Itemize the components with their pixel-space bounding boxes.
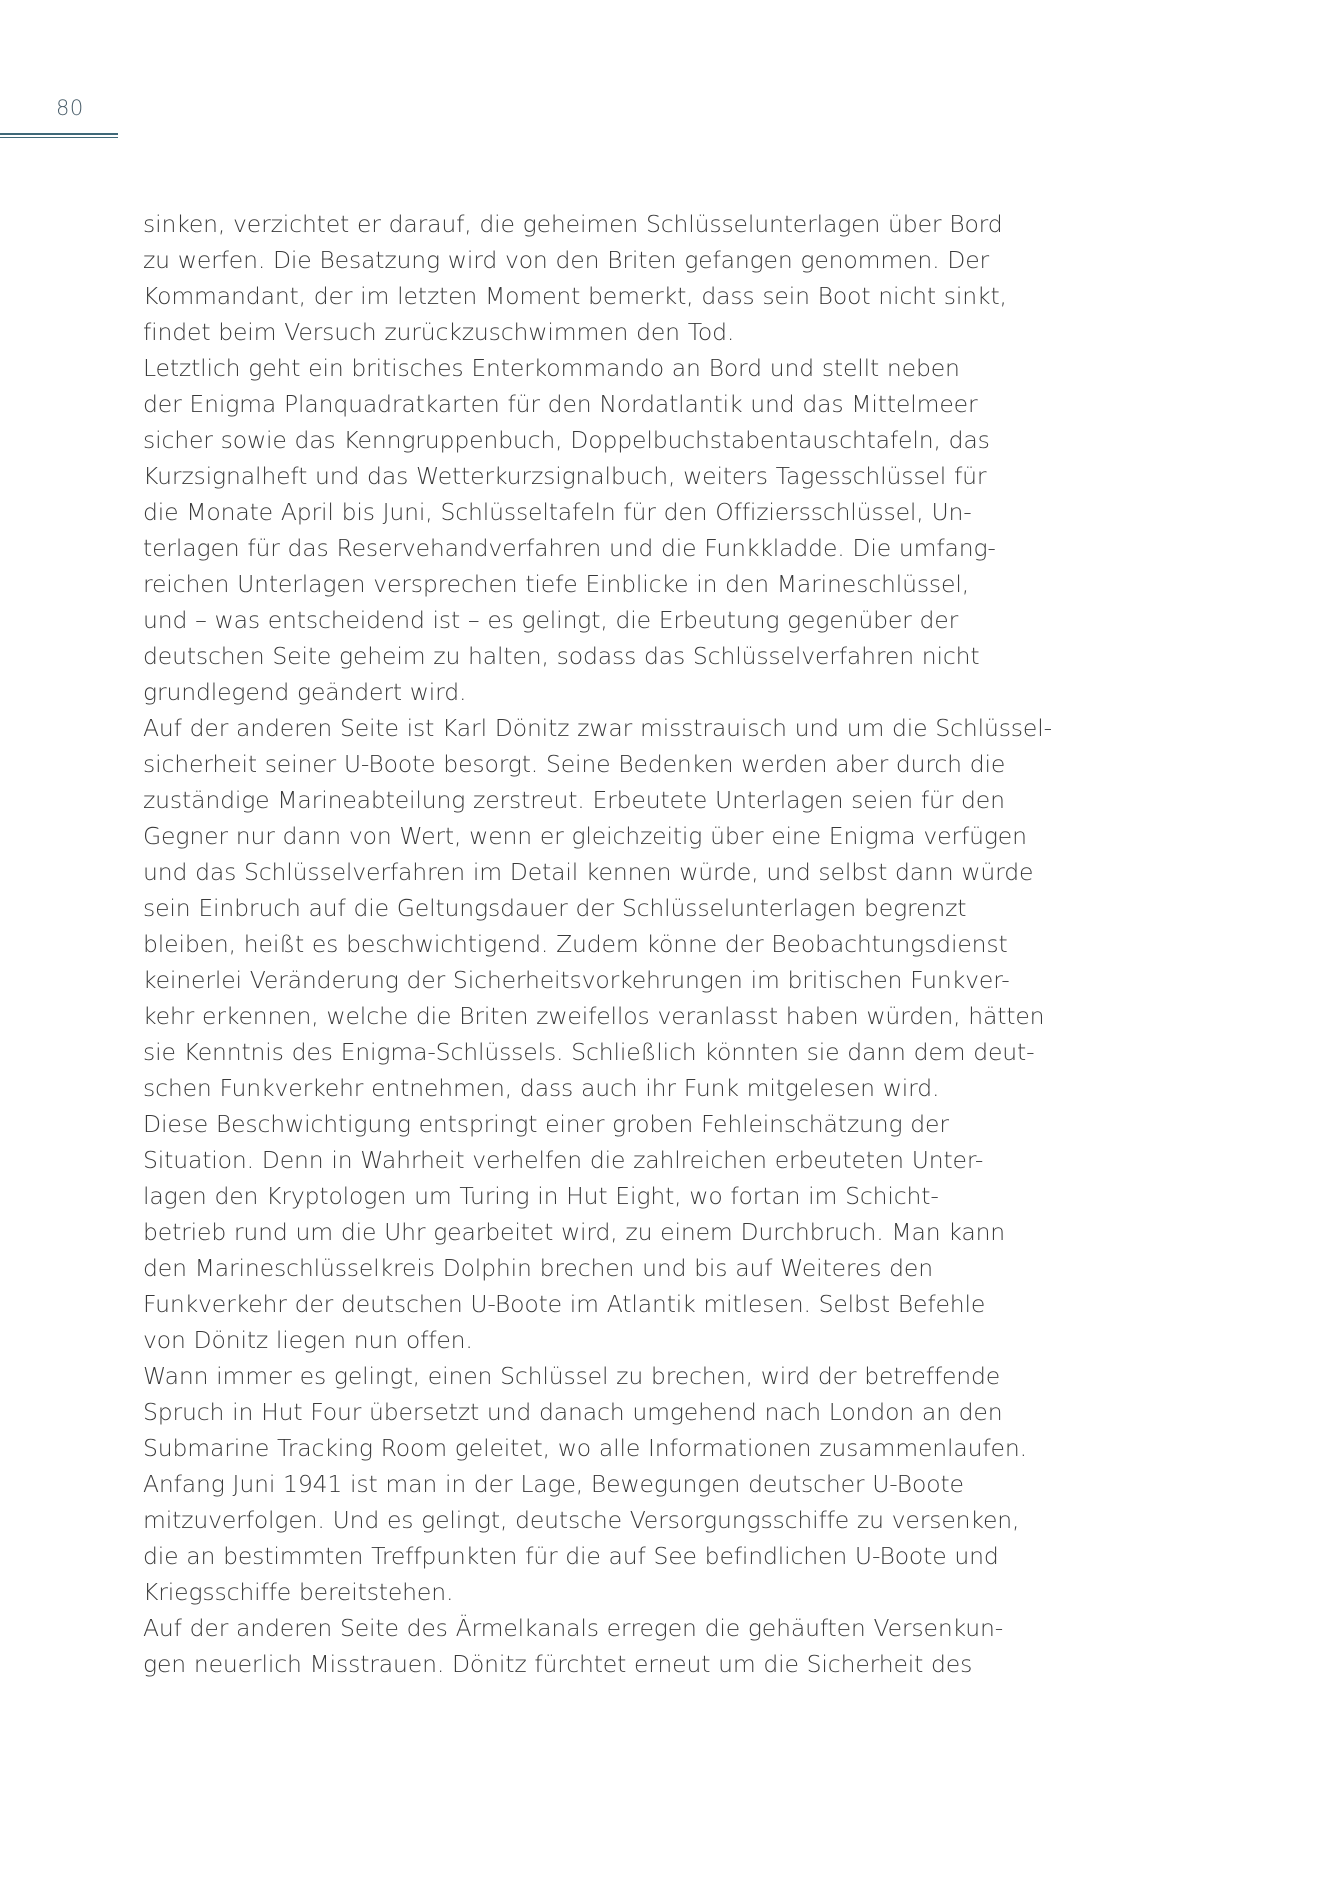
text-line: reichen Unterlagen versprechen tiefe Einblicke in den Marineschlüssel, <box>143 570 970 598</box>
text-line: Kurzsignalheft und das Wetterkurzsignalbuch, weiters Tagesschlüssel für <box>143 462 987 490</box>
text-line: sicherheit seiner U-Boote besorgt. Seine Bedenken werden aber durch die <box>143 750 1006 778</box>
text-line: Auf der anderen Seite ist Karl Dönitz zwar misstrauisch und um die Schlüssel- <box>143 714 1052 742</box>
text-line: von Dönitz liegen nun offen. <box>143 1326 473 1354</box>
text-line: sinken, verzichtet er darauf, die geheimen Schlüsselunterlagen über Bord <box>143 210 1003 238</box>
text-line: Spruch in Hut Four übersetzt und danach umgehend nach London an den <box>143 1398 1003 1426</box>
text-line: Kommandant, der im letzten Moment bemerkt, dass sein Boot nicht sinkt, <box>143 282 1007 310</box>
page-number: 80 <box>56 96 84 120</box>
text-line: bleiben, heißt es beschwichtigend. Zudem könne der Beobachtungsdienst <box>143 930 1008 958</box>
text-line: schen Funkverkehr entnehmen, dass auch ihr Funk mitgelesen wird. <box>143 1074 940 1102</box>
text-line: findet beim Versuch zurückzuschwimmen den Tod. <box>143 318 735 346</box>
body-text <box>143 206 1052 1682</box>
text-line: mitzuverfolgen. Und es gelingt, deutsche Versorgungsschiffe zu versenken, <box>143 1506 1020 1534</box>
text-line: Gegner nur dann von Wert, wenn er gleichzeitig über eine Enigma verfügen <box>143 822 1027 850</box>
text-line: keinerlei Veränderung der Sicherheitsvorkehrungen im britischen Funkver- <box>143 966 1010 994</box>
text-line: betrieb rund um die Uhr gearbeitet wird, zu einem Durchbruch. Man kann <box>143 1218 1006 1246</box>
text-line: Diese Beschwichtigung entspringt einer groben Fehleinschätzung der <box>143 1110 949 1138</box>
header-rule-thin-line <box>0 137 118 138</box>
text-line: Situation. Denn in Wahrheit verhelfen die zahlreichen erbeuteten Unter- <box>143 1146 984 1174</box>
text-line: und das Schlüsselverfahren im Detail kennen würde, und selbst dann würde <box>143 858 1034 886</box>
text-line: sein Einbruch auf die Geltungsdauer der Schlüsselunterlagen begrenzt <box>143 894 967 922</box>
text-line: Letztlich geht ein britisches Enterkommando an Bord und stellt neben <box>143 354 960 382</box>
text-line: zuständige Marineabteilung zerstreut. Erbeutete Unterlagen seien für den <box>143 786 1005 814</box>
text-line: die an bestimmten Treffpunkten für die auf See befindlichen U-Boote und <box>143 1542 999 1570</box>
text-line: den Marineschlüsselkreis Dolphin brechen und bis auf Weiteres den <box>143 1254 933 1282</box>
text-line: gen neuerlich Misstrauen. Dönitz fürchtet erneut um die Sicherheit des <box>143 1650 973 1678</box>
text-line: sie Kenntnis des Enigma-Schlüssels. Schließlich könnten sie dann dem deut- <box>143 1038 1035 1066</box>
text-line: kehr erkennen, welche die Briten zweifellos veranlasst haben würden, hätten <box>143 1002 1045 1030</box>
text-line: die Monate April bis Juni, Schlüsseltafeln für den Offiziersschlüssel, Un- <box>143 498 972 526</box>
text-line: Kriegsschiffe bereitstehen. <box>143 1578 454 1606</box>
text-line: terlagen für das Reservehandverfahren und die Funkkladde. Die umfang- <box>143 534 996 562</box>
text-line: Auf der anderen Seite des Ärmelkanals erregen die gehäuften Versenkun- <box>143 1614 1004 1642</box>
text-line: Wann immer es gelingt, einen Schlüssel zu brechen, wird der betreffende <box>143 1362 1001 1390</box>
text-line: Funkverkehr der deutschen U-Boote im Atlantik mitlesen. Selbst Befehle <box>143 1290 986 1318</box>
text-line: der Enigma Planquadratkarten für den Nordatlantik und das Mittelmeer <box>143 390 978 418</box>
header-rule <box>0 133 118 140</box>
header-rule-thick-line <box>0 133 118 135</box>
text-line: sicher sowie das Kenngruppenbuch, Doppelbuchstabentauschtafeln, das <box>143 426 990 454</box>
text-line: und – was entscheidend ist – es gelingt, die Erbeutung gegenüber der <box>143 606 959 634</box>
text-line: deutschen Seite geheim zu halten, sodass das Schlüsselverfahren nicht <box>143 642 980 670</box>
text-line: grundlegend geändert wird. <box>143 678 467 706</box>
text-line: lagen den Kryptologen um Turing in Hut Eight, wo fortan im Schicht- <box>143 1182 939 1210</box>
text-line: Submarine Tracking Room geleitet, wo alle Informationen zusammenlaufen. <box>143 1434 1027 1462</box>
text-line: Anfang Juni 1941 ist man in der Lage, Bewegungen deutscher U-Boote <box>143 1470 964 1498</box>
text-line: zu werfen. Die Besatzung wird von den Briten gefangen genommen. Der <box>143 246 990 274</box>
